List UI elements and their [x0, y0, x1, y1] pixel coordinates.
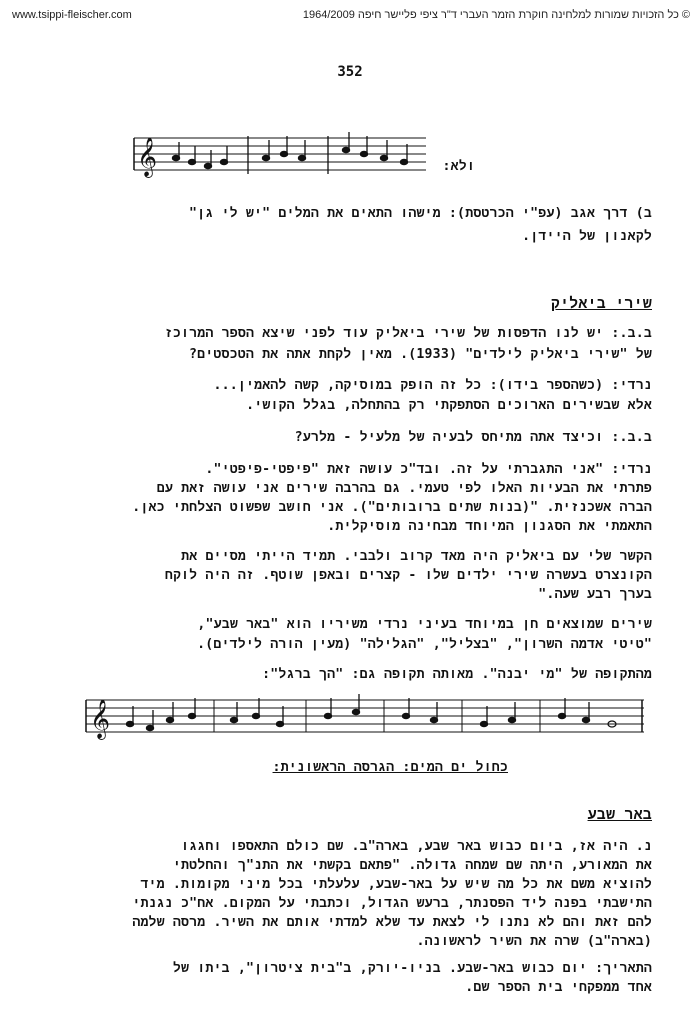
paragraph-line: בערך רבע שעה." [538, 587, 652, 602]
paragraph-line: שירים שמוצאים חן במיוחד בעיני נרדי משיריו הוא "באר שבע", [197, 617, 652, 632]
paragraph-line: של "שירי ביאליק לילדים" (1933). מאין לקחת אתה את הטכסטים? [189, 347, 652, 362]
website-url: www.tsippi-fleischer.com [12, 9, 132, 21]
svg-text:𝄞: 𝄞 [137, 137, 158, 177]
paragraph-line: נרדי: (כשהספר בידו): כל זה הופק במוסיקה, קשה להאמין... [213, 378, 652, 393]
heading-beer-sheva: באר שבע [587, 805, 652, 823]
beer-sheva-line: להוציא משם את כל מה שיש על באר-שבע, עלעלתי בכל מיני מקומות. מיד [140, 877, 652, 892]
intro-label: ולא: [442, 159, 475, 174]
beer-sheva-line: את המאורע, היתה שם שמחה גדולה. "פתאם בקשתי את התנ"ך והחלטתי [172, 858, 652, 873]
paragraph-line: אלא שבשירים הארוכים הסתפקתי רק בהתחלה, בגלל הקושי. [246, 398, 652, 413]
paragraph-line: ב.ב.: וכיצד אתה מתיחס לבעיה של מלעיל - מלרע? [294, 430, 652, 445]
paragraph-line: "טיטי אדמה השרון", "בצליל", "הגלילה" (מעין הורה לילדים). [197, 637, 652, 652]
paragraph-line: כחול ים המים: הגרסה הראשונית: [272, 760, 508, 775]
heading-bialik-songs: שירי ביאליק [550, 294, 652, 312]
paragraph-line: הקשר שלי עם ביאליק היה מאד קרוב ולבבי. תמיד הייתי מסיים את [181, 549, 652, 564]
paragraph-line: התאמתי את הסגנון המיוחד מבחינה מוסיקלית. [327, 519, 652, 534]
beer-sheva-line: התישבתי בפנה ליד הפסנתר, ברעש הגדול, וכתבתי על המקום. אח"כ נגנתי [132, 896, 652, 911]
paragraph-line: מהתקופה של "מי יבנה". מאותה תקופה גם: "הך ברגל": [262, 667, 652, 682]
paragraph-line: הברה אשכנזית. "(בנות שתים ברובותים"). אני חושב שפשוט הצלחתי כאן. [132, 500, 652, 515]
paragraph-line: ב.ב.: יש לנו הדפסות של שירי ביאליק עוד לפני שיצא הספר המרוכז [164, 326, 652, 341]
paragraph-line: נרדי: "אני התגברתי על זה. ובד"כ עושה זאת "פיפטי-פיפטי". [205, 462, 652, 477]
music-staff-1 [132, 128, 428, 184]
beer-sheva-line: אחד ממפקחי בית הספר שם. [465, 980, 652, 995]
paragraph-line: פתרתי את הבעיות האלו לפי טעמי. גם בהרבה שירים אני עושה זאת עם [156, 481, 652, 496]
page-number: 352 [337, 64, 363, 80]
beer-sheva-line: (בארה"ב) שרה את השיר לראשונה. [416, 934, 652, 949]
music-staff-2 [84, 686, 646, 748]
beer-sheva-line: נ. היה אז, ביום כבוש באר שבע, בארה"ב. שם כולם התאספו וחגגו [180, 839, 652, 854]
copyright-notice: © כל הזכויות שמורות למלחינה חוקרת הזמר העברי ד"ר ציפי פליישר חיפה 1964/2009 [302, 9, 690, 21]
paragraph-line: הקונצרט בעשרה שירי ילדים שלו - קצרים ובאפן שוטף. זה היה לוקח [164, 568, 652, 583]
svg-text:𝄞: 𝄞 [90, 699, 111, 739]
beer-sheva-line: התאריך: יום כבוש באר-שבע. בניו-יורק, ב"בית ציטרון", ביתו של [172, 961, 652, 976]
section-b-line-1: ב) דרך אגב (עפ"י הכרטסת): מישהו התאים את המלים "יש לי גן" [189, 206, 652, 221]
beer-sheva-line: להם זאת והם לא נתנו לי לצאת עד שלא למדתי אותם את השיר. מרסה שלמה [132, 915, 652, 930]
section-b-line-2: לקאנון של היידן. [522, 229, 652, 244]
